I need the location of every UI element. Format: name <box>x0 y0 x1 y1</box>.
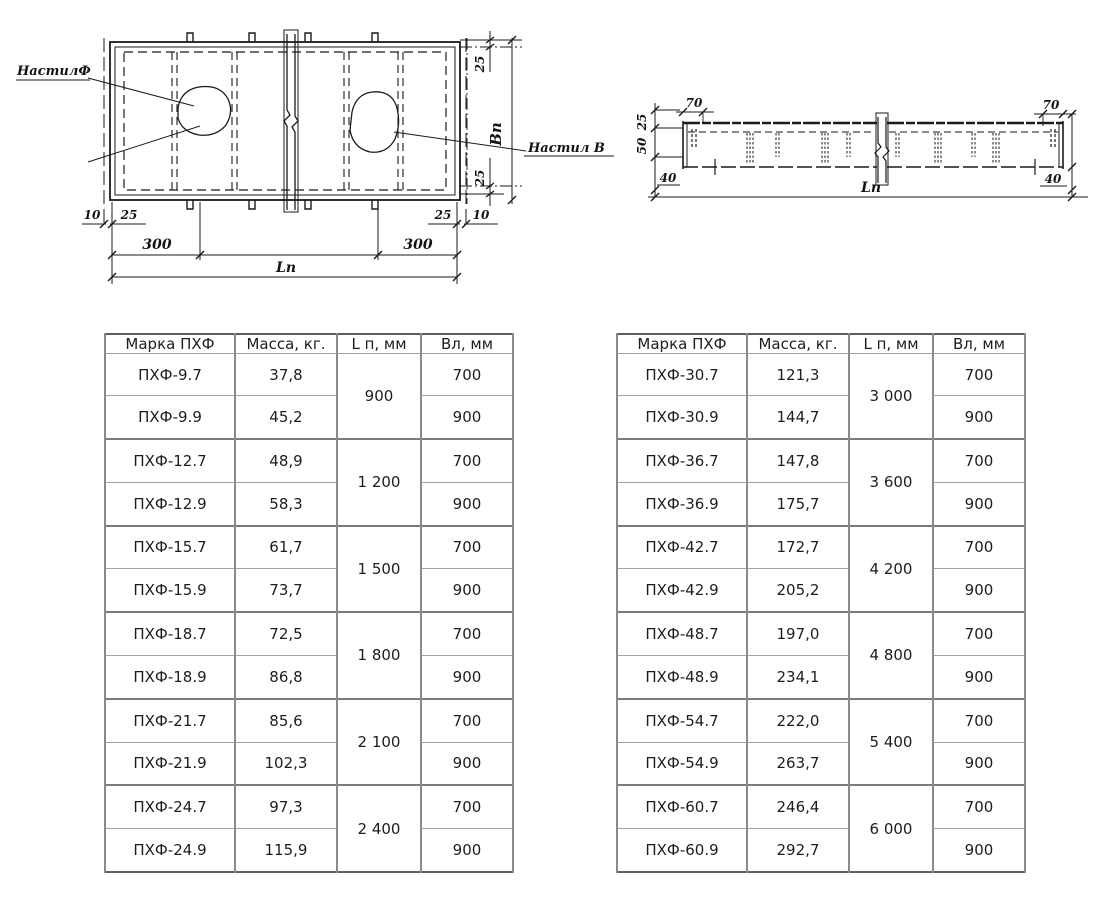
mass-cell: 97,3 <box>235 785 337 828</box>
mass-cell: 61,7 <box>235 526 337 569</box>
col-header-lp: L п, мм <box>849 334 933 354</box>
width-cell: 700 <box>933 699 1025 742</box>
table-row <box>105 785 513 828</box>
mass-cell: 172,7 <box>747 526 849 569</box>
dim-25-top: 25 <box>473 55 487 73</box>
deck-f-label: НастилФ <box>17 64 91 79</box>
mass-cell: 115,9 <box>235 829 337 872</box>
mass-cell: 197,0 <box>747 612 849 655</box>
mass-cell: 45,2 <box>235 396 337 439</box>
col-header-mark: Марка ПХФ <box>617 334 747 354</box>
mark-cell: ПХФ-48.7 <box>617 612 747 655</box>
dim-40-left: 40 <box>659 171 677 185</box>
mass-cell: 48,9 <box>235 439 337 482</box>
table-row <box>105 612 513 655</box>
width-cell: 700 <box>421 439 513 482</box>
dim-70-left: 70 <box>685 96 703 110</box>
plan-view-drawing <box>0 18 620 298</box>
mass-cell: 102,3 <box>235 742 337 785</box>
section-break-line <box>875 113 889 185</box>
width-cell: 900 <box>421 655 513 698</box>
table-row <box>105 396 513 439</box>
deck-f-spot <box>178 87 231 136</box>
deck-v-label: Настил В <box>528 141 605 156</box>
deck-v-spot <box>350 92 399 152</box>
dim-10-right: 10 <box>472 208 490 222</box>
mass-cell: 58,3 <box>235 482 337 525</box>
mark-cell: ПХФ-15.9 <box>105 569 235 612</box>
length-cell: 4 200 <box>849 526 933 613</box>
mass-cell: 144,7 <box>747 396 849 439</box>
width-cell: 900 <box>933 742 1025 785</box>
mark-cell: ПХФ-12.7 <box>105 439 235 482</box>
width-cell: 900 <box>933 655 1025 698</box>
table-row <box>617 785 1025 828</box>
mark-cell: ПХФ-24.7 <box>105 785 235 828</box>
mass-cell: 86,8 <box>235 655 337 698</box>
width-cell: 700 <box>933 612 1025 655</box>
table-row <box>617 439 1025 482</box>
mark-cell: ПХФ-18.9 <box>105 655 235 698</box>
table-row <box>617 829 1025 872</box>
length-cell: 3 600 <box>849 439 933 526</box>
section-ribs <box>747 133 999 163</box>
width-cell: 700 <box>421 612 513 655</box>
dim-300-left: 300 <box>142 237 172 253</box>
table-row <box>617 526 1025 569</box>
width-cell: 900 <box>933 829 1025 872</box>
col-header-mass: Масса, кг. <box>747 334 849 354</box>
mark-cell: ПХФ-60.7 <box>617 785 747 828</box>
header-row <box>617 334 1025 354</box>
table-row <box>617 742 1025 785</box>
width-cell: 700 <box>933 439 1025 482</box>
header-row <box>105 334 513 354</box>
mass-cell: 72,5 <box>235 612 337 655</box>
section-dim-length <box>648 180 1088 201</box>
width-cell: 900 <box>933 482 1025 525</box>
width-cell: 700 <box>933 526 1025 569</box>
mark-cell: ПХФ-21.9 <box>105 742 235 785</box>
table-row <box>105 699 513 742</box>
section-panel-body <box>683 121 1063 175</box>
length-cell: 4 800 <box>849 612 933 699</box>
mark-cell: ПХФ-36.9 <box>617 482 747 525</box>
plan-dim-length <box>108 260 461 281</box>
table-row <box>105 569 513 612</box>
table-row <box>617 612 1025 655</box>
col-header-mass: Масса, кг. <box>235 334 337 354</box>
table-row <box>105 354 513 396</box>
mark-cell: ПХФ-12.9 <box>105 482 235 525</box>
mark-cell: ПХФ-18.7 <box>105 612 235 655</box>
mass-cell: 205,2 <box>747 569 849 612</box>
width-cell: 900 <box>421 482 513 525</box>
col-header-mark: Марка ПХФ <box>105 334 235 354</box>
section-dim-70-left <box>676 96 714 125</box>
width-cell: 900 <box>933 569 1025 612</box>
table-row <box>105 742 513 785</box>
mark-cell: ПХФ-9.9 <box>105 396 235 439</box>
dim-70-right: 70 <box>1042 98 1060 112</box>
mark-cell: ПХФ-30.9 <box>617 396 747 439</box>
dim-lp-section: Lп <box>860 180 882 196</box>
table-row <box>617 354 1025 396</box>
mass-cell: 175,7 <box>747 482 849 525</box>
length-cell: 6 000 <box>849 785 933 872</box>
width-cell: 900 <box>421 569 513 612</box>
table-row <box>105 482 513 525</box>
dim-300-right: 300 <box>403 237 433 253</box>
plan-panel-outline <box>110 42 460 200</box>
section-view-drawing <box>630 85 1101 215</box>
table-row <box>105 655 513 698</box>
table-row <box>617 699 1025 742</box>
length-cell: 1 200 <box>337 439 421 526</box>
dim-panel-width: Вп <box>487 122 505 146</box>
width-cell: 900 <box>421 829 513 872</box>
length-cell: 1 500 <box>337 526 421 613</box>
spec-table-left <box>104 333 514 873</box>
mark-cell: ПХФ-48.9 <box>617 655 747 698</box>
dim-40-right: 40 <box>1044 172 1062 186</box>
dim-25-bottom: 25 <box>473 169 487 187</box>
mark-cell: ПХФ-54.9 <box>617 742 747 785</box>
width-cell: 700 <box>933 354 1025 396</box>
mark-cell: ПХФ-30.7 <box>617 354 747 396</box>
width-cell: 700 <box>933 785 1025 828</box>
width-cell: 700 <box>421 699 513 742</box>
length-cell: 900 <box>337 354 421 439</box>
mass-cell: 246,4 <box>747 785 849 828</box>
width-cell: 700 <box>421 785 513 828</box>
col-header-lp: L п, мм <box>337 334 421 354</box>
mass-cell: 234,1 <box>747 655 849 698</box>
table-row <box>105 829 513 872</box>
table-row <box>617 569 1025 612</box>
mark-cell: ПХФ-21.7 <box>105 699 235 742</box>
plan-dim-bottom-right <box>428 38 498 284</box>
mass-cell: 263,7 <box>747 742 849 785</box>
mass-cell: 37,8 <box>235 354 337 396</box>
length-cell: 3 000 <box>849 354 933 439</box>
mass-cell: 73,7 <box>235 569 337 612</box>
col-header-vl: Вл, мм <box>421 334 513 354</box>
length-cell: 5 400 <box>849 699 933 786</box>
mark-cell: ПХФ-42.7 <box>617 526 747 569</box>
mass-cell: 85,6 <box>235 699 337 742</box>
width-cell: 900 <box>421 396 513 439</box>
col-header-vl: Вл, мм <box>933 334 1025 354</box>
mark-cell: ПХФ-15.7 <box>105 526 235 569</box>
table-row <box>617 482 1025 525</box>
plan-break-line <box>284 30 298 212</box>
dim-lp-plan: Lп <box>275 260 297 276</box>
table-row <box>617 655 1025 698</box>
mass-cell: 222,0 <box>747 699 849 742</box>
dim-10-left: 10 <box>83 208 101 222</box>
mark-cell: ПХФ-24.9 <box>105 829 235 872</box>
dim-25-section: 25 <box>635 113 649 131</box>
dim-25-right: 25 <box>434 208 452 222</box>
mark-cell: ПХФ-54.7 <box>617 699 747 742</box>
dim-25-left: 25 <box>120 208 138 222</box>
spec-table-right <box>616 333 1026 873</box>
table-row <box>105 439 513 482</box>
length-cell: 2 100 <box>337 699 421 786</box>
width-cell: 900 <box>933 396 1025 439</box>
width-cell: 700 <box>421 526 513 569</box>
section-dim-70-right <box>1034 98 1076 129</box>
mass-cell: 147,8 <box>747 439 849 482</box>
length-cell: 1 800 <box>337 612 421 699</box>
length-cell: 2 400 <box>337 785 421 872</box>
width-cell: 900 <box>421 742 513 785</box>
table-row <box>105 526 513 569</box>
section-dim-left <box>635 103 683 197</box>
dim-50-section: 50 <box>635 137 649 155</box>
width-cell: 700 <box>421 354 513 396</box>
mark-cell: ПХФ-9.7 <box>105 354 235 396</box>
mass-cell: 292,7 <box>747 829 849 872</box>
mark-cell: ПХФ-60.9 <box>617 829 747 872</box>
table-row <box>617 396 1025 439</box>
mass-cell: 121,3 <box>747 354 849 396</box>
mark-cell: ПХФ-42.9 <box>617 569 747 612</box>
mark-cell: ПХФ-36.7 <box>617 439 747 482</box>
plan-dim-right <box>460 31 522 206</box>
